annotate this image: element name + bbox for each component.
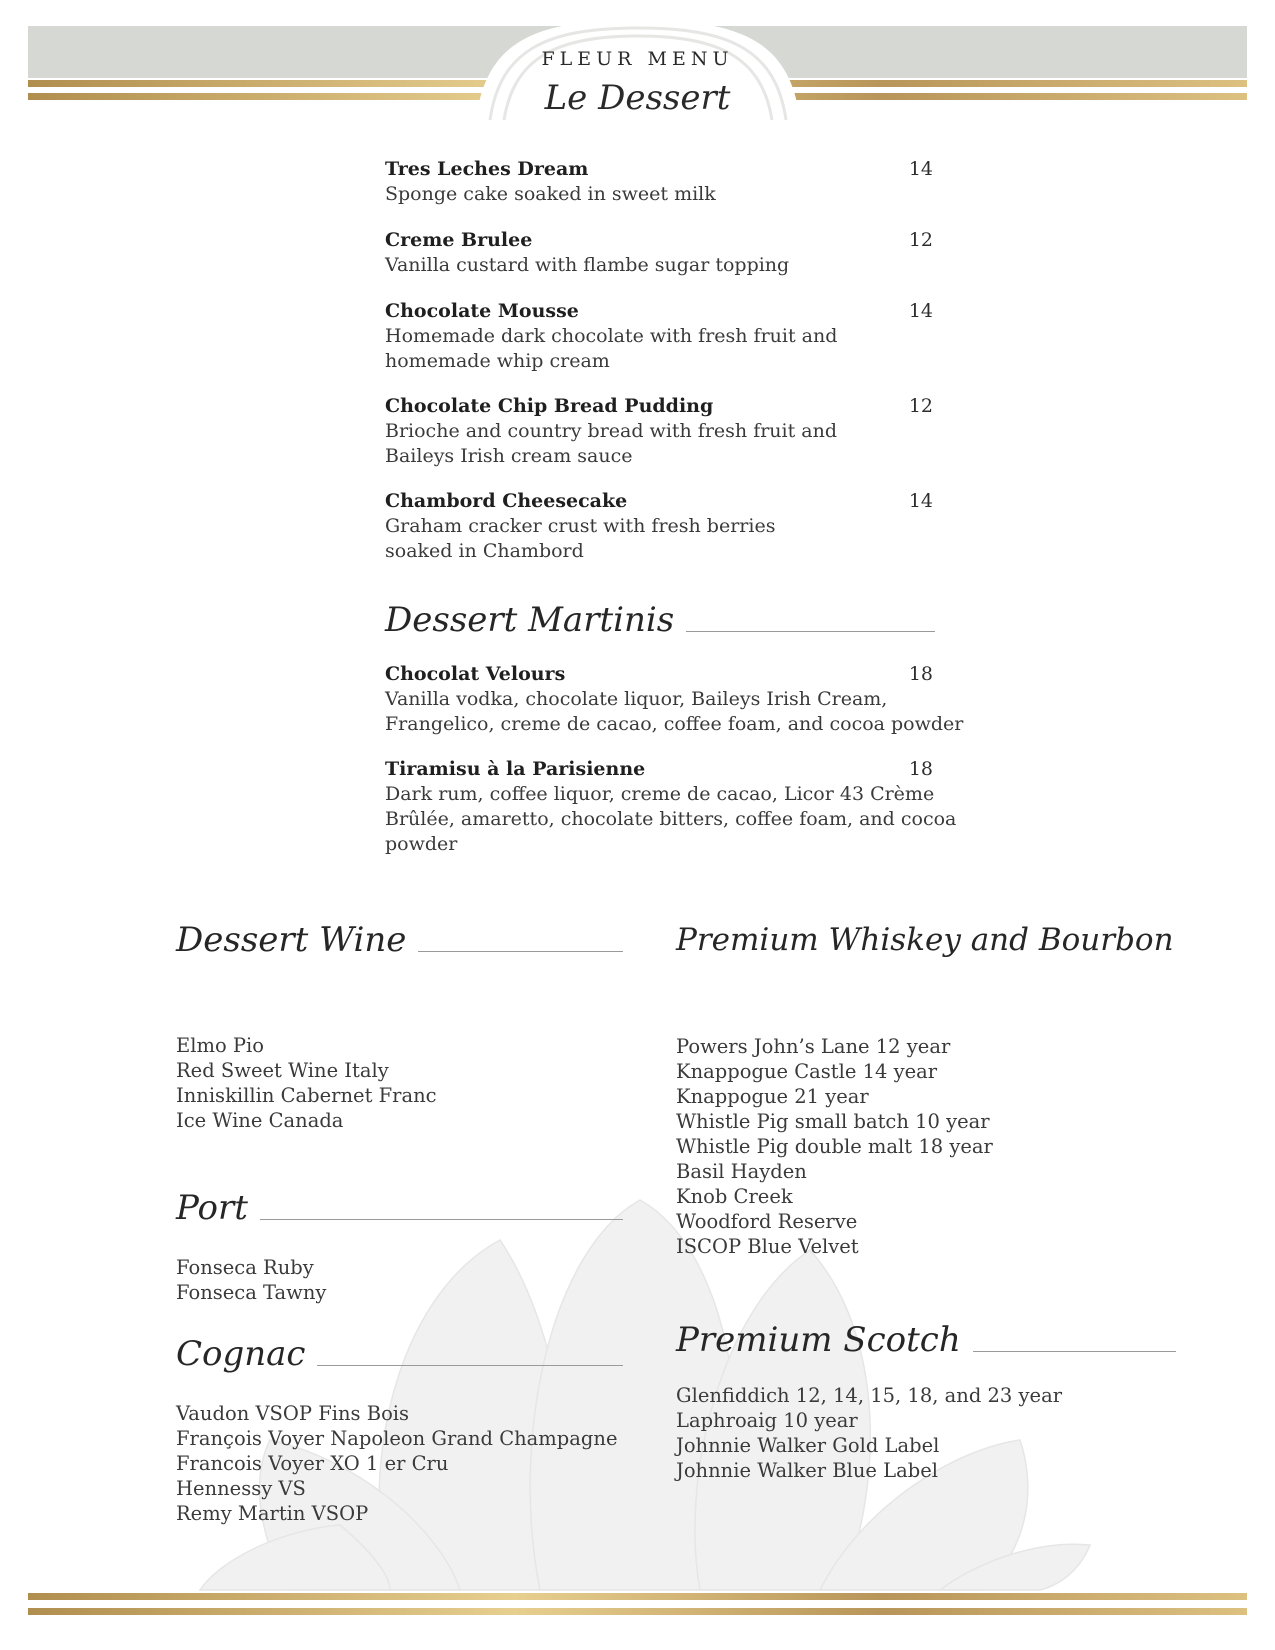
- item-name: Chocolate Chip Bread Pudding: [385, 395, 714, 417]
- item-description: Vanilla custard with flambe sugar topping: [385, 254, 790, 276]
- dessert-wine-list: [176, 1033, 437, 1133]
- item-description: Dark rum, coffee liquor, creme de cacao, Licor 43 Crème: [385, 783, 935, 805]
- list-item: Remy Martin VSOP: [176, 1502, 369, 1525]
- section-scotch: [676, 1320, 1176, 1360]
- list-item: Basil Hayden: [676, 1160, 807, 1183]
- item-name: Tres Leches Dream: [385, 158, 589, 180]
- list-item: Powers John’s Lane 12 year: [676, 1035, 951, 1058]
- section-title: Dessert Wine: [176, 920, 407, 960]
- list-item: ISCOP Blue Velvet: [676, 1235, 859, 1258]
- page-subtitle: Le Dessert: [544, 78, 731, 118]
- list-item: Johnnie Walker Gold Label: [676, 1434, 940, 1457]
- item-description: Graham cracker crust with fresh berries: [385, 515, 776, 537]
- list-item: Woodford Reserve: [676, 1210, 858, 1233]
- item-price: 18: [908, 663, 933, 685]
- dessert-item: [385, 157, 935, 207]
- list-item: Francois Voyer XO 1 er Cru: [176, 1452, 449, 1475]
- dessert-item: [385, 299, 935, 374]
- scotch-list: [676, 1383, 1062, 1483]
- list-item: Glenfiddich 12, 14, 15, 18, and 23 year: [676, 1384, 1063, 1407]
- dessert-item: [385, 228, 935, 278]
- footer-gold-line: [28, 1593, 1247, 1600]
- section-port: [176, 1188, 623, 1228]
- list-item: Knappogue Castle 14 year: [676, 1060, 938, 1083]
- list-item: Whistle Pig double malt 18 year: [676, 1135, 993, 1158]
- list-item: Red Sweet Wine Italy: [176, 1059, 389, 1082]
- list-item: Knappogue 21 year: [676, 1085, 869, 1108]
- item-description: homemade whip cream: [385, 350, 610, 372]
- section-rule: [686, 631, 935, 632]
- list-item: Fonseca Tawny: [176, 1281, 327, 1304]
- section-title: Premium Scotch: [676, 1320, 961, 1360]
- item-description: Brûlée, amaretto, chocolate bitters, coffee foam, and cocoa: [385, 808, 957, 830]
- item-description: Brioche and country bread with fresh fruit and: [385, 420, 838, 442]
- item-name: Tiramisu à la Parisienne: [385, 758, 646, 780]
- item-description: soaked in Chambord: [385, 540, 584, 562]
- whiskey-list: [676, 1034, 993, 1259]
- item-name: Creme Brulee: [385, 229, 533, 251]
- martini-item: [385, 757, 957, 857]
- item-description: Vanilla vodka, chocolate liquor, Baileys Irish Cream,: [385, 688, 888, 710]
- section-cognac: [176, 1334, 623, 1374]
- list-item: Vaudon VSOP Fins Bois: [176, 1402, 410, 1425]
- item-description: Frangelico, creme de cacao, coffee foam, and cocoa powder: [385, 713, 964, 735]
- section-title: Premium Whiskey and Bourbon: [676, 922, 1174, 958]
- list-item: Hennessy VS: [176, 1477, 306, 1500]
- list-item: Laphroaig 10 year: [676, 1409, 858, 1432]
- dessert-item: [385, 489, 935, 564]
- list-item: Johnnie Walker Blue Label: [676, 1459, 938, 1482]
- section-martinis: [385, 600, 935, 640]
- item-description: Sponge cake soaked in sweet milk: [385, 183, 716, 205]
- section-dessert-wine: [176, 920, 623, 960]
- item-name: Chambord Cheesecake: [385, 490, 628, 512]
- section-rule: [260, 1219, 623, 1220]
- footer-gold-line-2: [28, 1608, 1247, 1615]
- section-rule: [418, 951, 623, 952]
- item-price: 18: [908, 758, 933, 780]
- item-price: 12: [908, 229, 933, 251]
- list-item: Elmo Pio: [176, 1034, 264, 1057]
- item-description: powder: [385, 833, 458, 855]
- dessert-item: [385, 394, 935, 469]
- list-item: Inniskillin Cabernet Franc: [176, 1084, 437, 1107]
- item-description: Homemade dark chocolate with fresh fruit and: [385, 325, 838, 347]
- item-name: Chocolate Mousse: [385, 300, 579, 322]
- list-item: Fonseca Ruby: [176, 1256, 314, 1279]
- list-item: Ice Wine Canada: [176, 1109, 344, 1132]
- item-price: 14: [908, 490, 933, 512]
- martini-item: [385, 662, 964, 737]
- section-title: Cognac: [176, 1334, 306, 1374]
- section-title: Dessert Martinis: [385, 600, 675, 640]
- section-title: Port: [176, 1188, 248, 1228]
- item-price: 14: [908, 300, 933, 322]
- section-whiskey: [676, 920, 1176, 960]
- brand-name: FLEUR MENU: [541, 48, 734, 70]
- port-list: [176, 1255, 326, 1305]
- item-price: 14: [908, 158, 933, 180]
- list-item: François Voyer Napoleon Grand Champagne: [176, 1427, 618, 1450]
- section-rule: [973, 1351, 1176, 1352]
- item-description: Baileys Irish cream sauce: [385, 445, 633, 467]
- list-item: Knob Creek: [676, 1185, 793, 1208]
- list-item: Whistle Pig small batch 10 year: [676, 1110, 990, 1133]
- item-name: Chocolat Velours: [385, 663, 566, 685]
- section-rule: [317, 1365, 623, 1366]
- item-price: 12: [908, 395, 933, 417]
- cognac-list: [176, 1401, 617, 1526]
